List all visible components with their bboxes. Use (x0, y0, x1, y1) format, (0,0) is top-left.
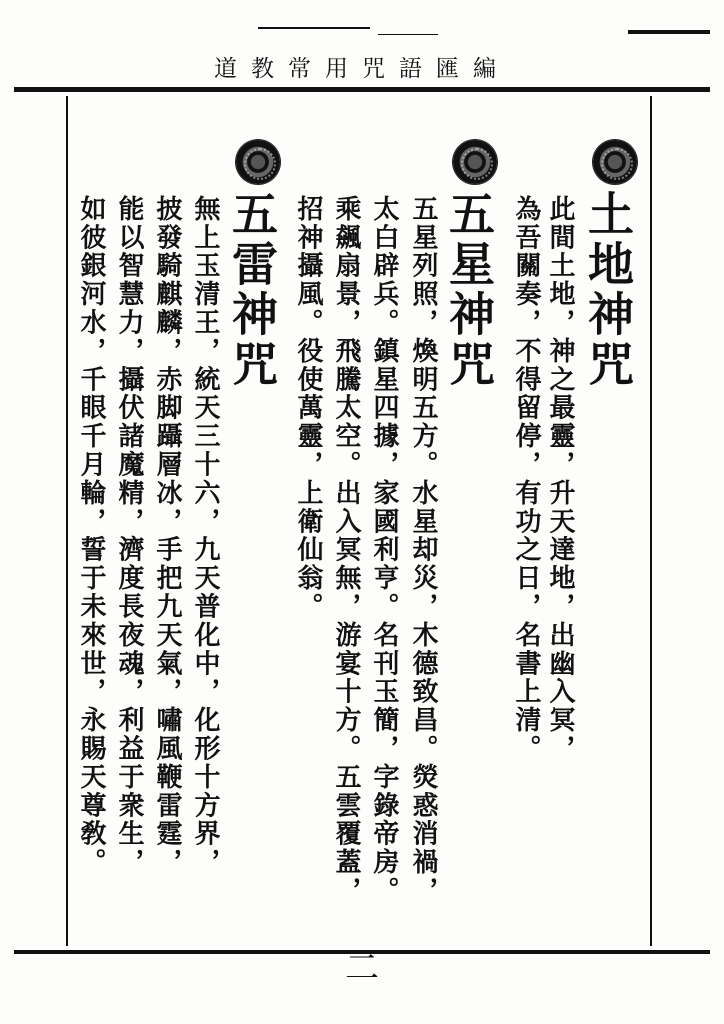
top-thin-rule-center (378, 34, 438, 35)
verse-line: 披發騎麒麟，赤脚躡層冰，手把九天氣，嘯風鞭雷霆， (152, 195, 182, 877)
section-title: 土地神咒 (581, 190, 635, 390)
section-title: 五雷神咒 (225, 190, 279, 390)
book-title: 道教常用咒語匯編 (214, 56, 510, 82)
verse-line: 招神攝風。役使萬靈，上衛仙翁。 (293, 195, 323, 621)
verse-line: 五星列照，煥明五方。水星却災，木德致昌。熒惑消禍， (408, 195, 438, 905)
verse-line: 為吾關奏，不得留停，有功之日，名書上清。 (511, 195, 541, 763)
verse-line: 如彼銀河水，千眼千月輪，誓于未來世，永賜天尊敎。 (76, 195, 106, 877)
ornament-medallion-1 (593, 140, 637, 184)
verse-line: 能以智慧力，攝伏諸魔精，濟度長夜魂，利益于衆生， (114, 195, 144, 877)
top-thick-rule-right (628, 30, 710, 34)
section-title: 五星神咒 (442, 190, 496, 390)
ornament-medallion-3 (236, 140, 280, 184)
header-rule (14, 87, 710, 92)
top-thin-rule-left (258, 27, 370, 29)
verse-line: 乘飆扇景，飛騰太空。出入冥無，游宴十方。五雲覆蓋， (331, 195, 361, 905)
verse-line: 此間土地，神之最靈，升天達地，出幽入冥， (545, 195, 575, 763)
verse-line: 太白辟兵。鎮星四據，家國利亨。名刊玉簡，字錄帝房。 (369, 195, 399, 905)
verse-line: 無上玉清王，統天三十六，九天普化中，化形十方界， (190, 195, 220, 877)
ornament-medallion-2 (453, 140, 497, 184)
page-number: 二 (345, 948, 379, 988)
